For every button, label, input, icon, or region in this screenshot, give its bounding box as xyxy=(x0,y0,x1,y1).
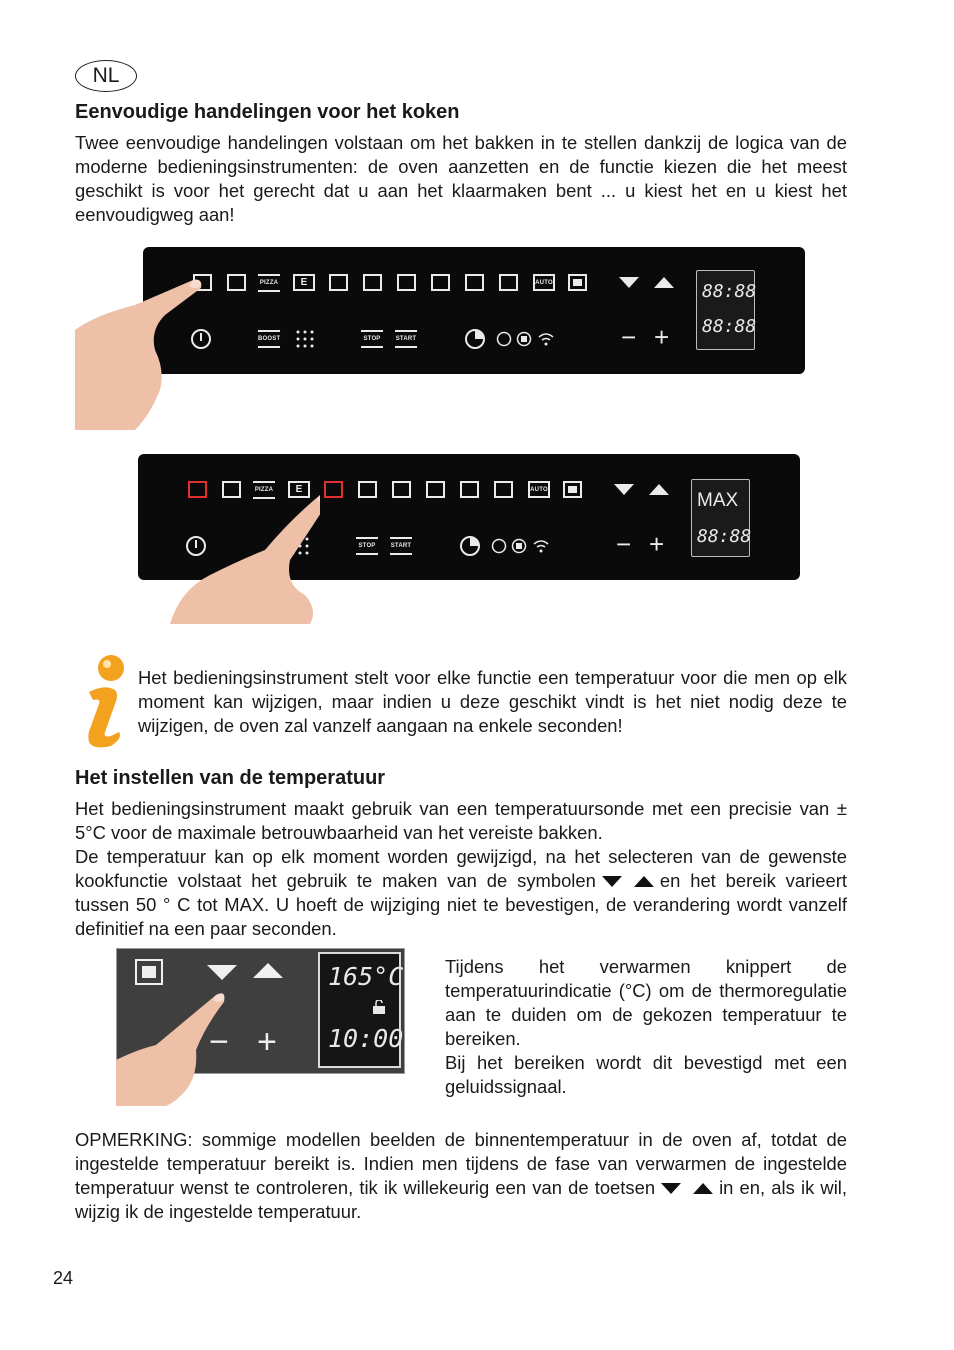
hand-illustration-2 xyxy=(170,490,320,624)
temperature-paragraph xyxy=(75,797,847,941)
start-label: START xyxy=(395,336,417,342)
arrow-down-icon[interactable] xyxy=(207,965,237,981)
section-title-temperature: Het instellen van de temperatuur xyxy=(75,767,386,789)
temperature-paragraph-2a: De temperatuur kan op elk moment worden gewijzigd, na het selecteren van de gewenste kookfunctie volstaat het gebruik te maken van de symbolen xyxy=(75,846,847,891)
info-icon xyxy=(75,652,129,750)
lock-open-icon xyxy=(372,1000,386,1014)
grill-icon-active[interactable] xyxy=(324,481,343,498)
mode-icons[interactable] xyxy=(496,331,558,347)
grid-dots-icon[interactable] xyxy=(295,329,315,349)
arrow-down-icon[interactable] xyxy=(614,484,634,496)
arrow-up-icon[interactable] xyxy=(649,484,669,496)
arrow-up-icon[interactable] xyxy=(654,277,674,289)
arrow-up-icon[interactable] xyxy=(253,963,283,979)
display-max-readout: MAX xyxy=(697,490,739,511)
display-bottom-readout: 88:88 xyxy=(697,526,752,547)
hot-air-icon[interactable] xyxy=(465,274,484,291)
heating-text-1: Tijdens het verwarmen knippert de temperatuurindicatie (°C) om de thermoregulatie aan te duiden om de gekozen temperatuur te bereiken. xyxy=(445,956,847,1049)
plus-button[interactable]: + xyxy=(257,1023,277,1061)
info-note-text: Het bedieningsinstrument stelt voor elke functie een temperatuur voor die men op elk moment kan wijzigen, maar indien u deze geschikt vindt is het niet nodig deze te wijzigen, de oven zal vanzelf aangaan na enkele seconden! xyxy=(138,667,847,736)
fan-grill-icon[interactable] xyxy=(363,274,382,291)
remark-text-b: in en, als ik wil, wijzig ik de ingestelde temperatuur. xyxy=(75,1177,847,1222)
time-readout: 10:00 xyxy=(328,1024,404,1053)
auto-label: AUTO xyxy=(530,487,548,493)
display-top-readout: 88:88 xyxy=(702,281,757,302)
fan-icon[interactable] xyxy=(431,274,450,291)
remark-paragraph xyxy=(75,1128,847,1224)
temperature-icon[interactable] xyxy=(563,481,582,498)
eco-label: E xyxy=(300,277,308,288)
display-bottom-readout: 88:88 xyxy=(702,316,757,337)
display-panel-1 xyxy=(696,270,755,350)
temperature-icon[interactable] xyxy=(135,959,163,985)
pizza-label: PIZZA xyxy=(259,280,279,286)
plus-button[interactable]: + xyxy=(649,529,665,559)
fan-icon[interactable] xyxy=(426,481,445,498)
page-number: 24 xyxy=(53,1268,74,1288)
temperature-paragraph-2b: en het bereik varieert tussen 50 ° C tot MAX. U hoeft de wijziging niet te bevestigen, de verandering wordt vanzelf definitief na een paar seconden. xyxy=(75,870,847,939)
fan-bottom-icon[interactable] xyxy=(397,274,416,291)
stop-label: STOP xyxy=(358,543,376,549)
conventional-icon[interactable] xyxy=(227,274,246,291)
temperature-readout: 165°C xyxy=(328,962,404,991)
minus-button[interactable]: − xyxy=(616,529,632,559)
timer-icon[interactable] xyxy=(459,535,481,557)
control-panel-1 xyxy=(143,247,805,374)
timer-icon[interactable] xyxy=(464,328,486,350)
auto-label: AUTO xyxy=(535,280,553,286)
temperature-display xyxy=(318,952,404,1068)
inline-arrow-down-icon xyxy=(602,876,622,888)
hot-air-icon[interactable] xyxy=(460,481,479,498)
section-title-simple-operations: Eenvoudige handelingen voor het koken xyxy=(75,101,460,123)
inline-arrow-down-icon xyxy=(661,1183,681,1195)
start-label: START xyxy=(390,543,412,549)
hand-illustration-3 xyxy=(116,990,226,1106)
hand-illustration-1 xyxy=(75,270,205,430)
inline-arrow-up-icon xyxy=(634,876,654,888)
temperature-paragraph-2 xyxy=(75,845,847,941)
minus-button[interactable]: − xyxy=(621,322,637,352)
defrost-icon[interactable] xyxy=(494,481,513,498)
language-badge: NL xyxy=(75,60,137,92)
mode-icons[interactable] xyxy=(491,538,553,554)
stop-label: STOP xyxy=(363,336,381,342)
heating-text-2: Bij het bereiken wordt dit bevestigd met een geluidssignaal. xyxy=(445,1052,847,1097)
inline-arrow-up-icon xyxy=(693,1183,713,1195)
temperature-icon[interactable] xyxy=(568,274,587,291)
arrow-down-icon[interactable] xyxy=(619,277,639,289)
minus-button[interactable]: − xyxy=(209,1023,229,1061)
display-panel-2 xyxy=(691,479,750,557)
eco-label: E xyxy=(295,484,303,495)
boost-label: BOOST xyxy=(258,336,281,342)
temperature-paragraph-1: Het bedieningsinstrument maakt gebruik van een temperatuursonde met een precisie van ± 5°C voor de maximale betrouwbaarheid van het vereiste bakken. xyxy=(75,798,847,843)
fan-grill-icon[interactable] xyxy=(358,481,377,498)
remark-text-a: OPMERKING: sommige modellen beelden de binnentemperatuur in de oven af, totdat de ingestelde temperatuur bereikt is. Indien men tijdens de fase van verwarmen de ingestelde temperatuur wenst te controleren, tik ik willekeurig een van de toetsen xyxy=(75,1129,847,1198)
fan-bottom-icon[interactable] xyxy=(392,481,411,498)
grill-icon[interactable] xyxy=(329,274,348,291)
defrost-icon[interactable] xyxy=(499,274,518,291)
intro-paragraph: Twee eenvoudige handelingen volstaan om het bakken in te stellen dankzij de logica van de moderne bedieningsinstrumenten: de oven aanzetten en de functie kiezen die het meest geschikt is voor het gerecht dat u aan het klaarmaken bent ... u kiest het en u kiest het eenvoudigweg aan! xyxy=(75,132,847,225)
plus-button[interactable]: + xyxy=(654,322,670,352)
heating-text xyxy=(445,955,847,1099)
pizza-label: PIZZA xyxy=(254,487,274,493)
